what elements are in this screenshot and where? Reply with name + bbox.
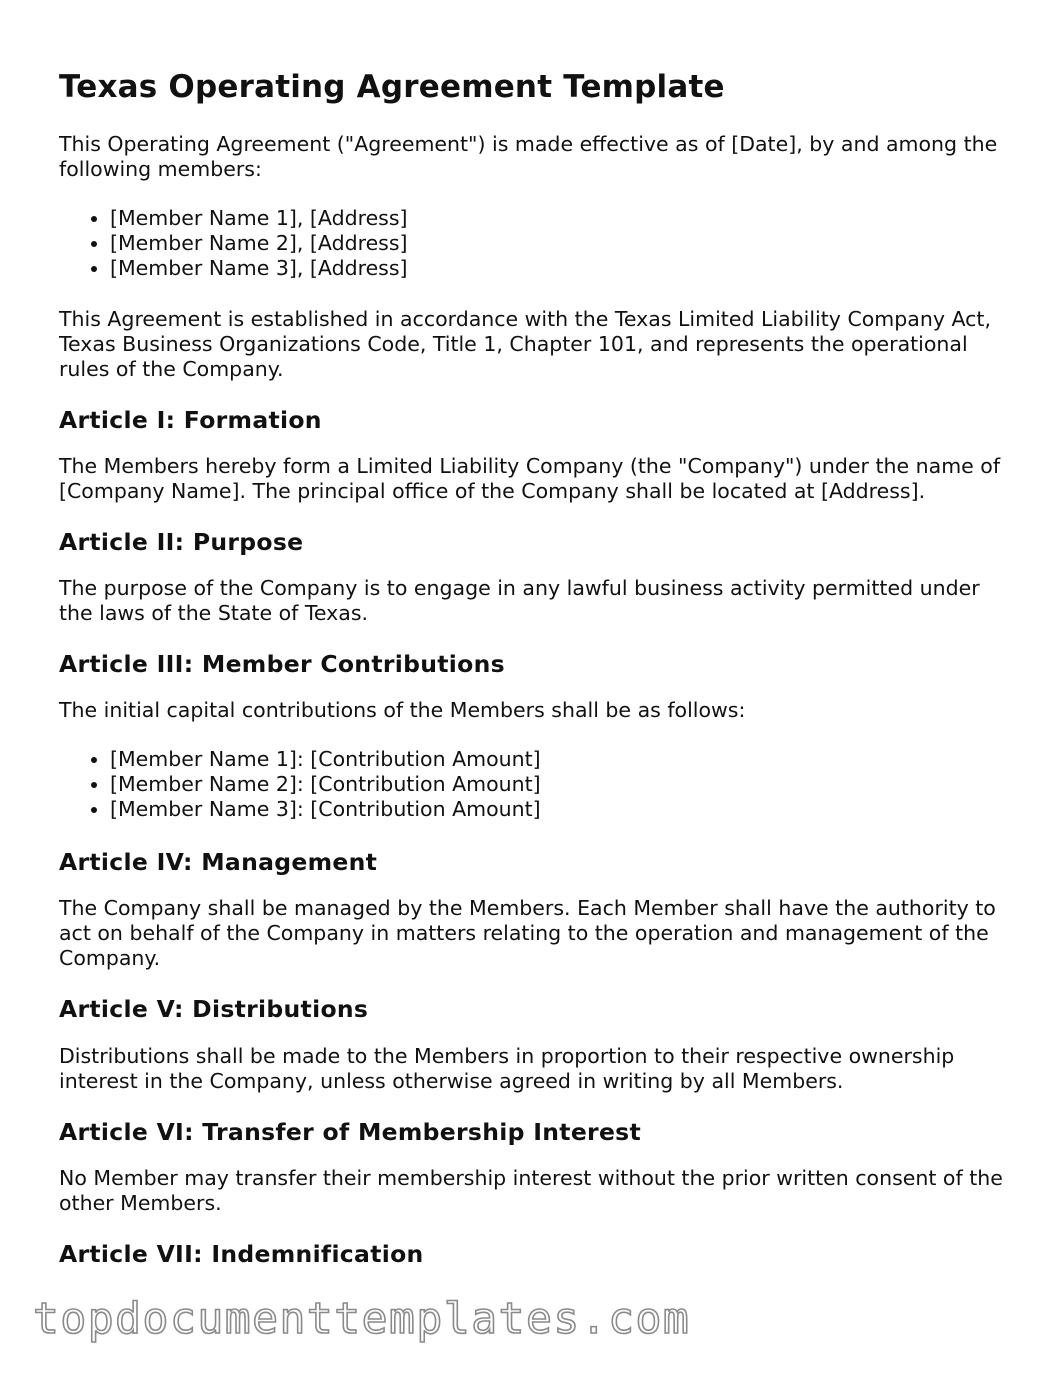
article-member-contributions — [59, 650, 1009, 822]
article-indemnification — [59, 1240, 1009, 1268]
intro-paragraph: This Operating Agreement ("Agreement") is made effective as of [Date], by and among the following members: — [59, 131, 998, 181]
article-heading: Article II: Purpose — [59, 527, 304, 556]
list-item: • [Member Name 2]: [Contribution Amount] — [110, 772, 1009, 797]
list-item: • [Member Name 1], [Address] — [110, 206, 1009, 231]
article-text: The initial capital contributions of the Members shall be as follows: — [59, 698, 746, 723]
article-transfer — [59, 1118, 1009, 1216]
members-list — [59, 206, 1009, 281]
document-title: Texas Operating Agreement Template — [59, 69, 725, 105]
article-heading: Article V: Distributions — [59, 995, 369, 1024]
list-item: • [Member Name 1]: [Contribution Amount] — [110, 747, 1009, 772]
article-text: The purpose of the Company is to engage in any lawful business activity permitted under the laws of the State of Texas. — [59, 576, 980, 626]
article-formation — [59, 406, 1009, 504]
article-management — [59, 848, 1009, 971]
watermark-text: topdocumenttemplates.com — [33, 1294, 691, 1344]
article-text: Distributions shall be made to the Members in proportion to their respective ownership interest in the Company, unless otherwise agreed in writing by all Members. — [59, 1043, 955, 1093]
article-text: The Members hereby form a Limited Liability Company (the "Company") under the name of [Company Name]. The principal office of the Company shall be located at [Address]. — [59, 453, 1001, 503]
list-item: • [Member Name 3], [Address] — [110, 256, 1009, 281]
contributions-list — [59, 747, 1009, 822]
basis-paragraph: This Agreement is established in accordance with the Texas Limited Liability Company Act, Texas Business Organizations Code, Title 1, Chapter 101, and represents the operational rules of the Company. — [59, 306, 991, 381]
article-purpose — [59, 528, 1009, 626]
article-heading: Article VI: Transfer of Membership Interest — [59, 1117, 642, 1146]
document-page — [59, 70, 1009, 1288]
article-text: No Member may transfer their membership interest without the prior written consent of the other Members. — [59, 1165, 1003, 1215]
article-heading: Article IV: Management — [59, 848, 378, 877]
list-item: • [Member Name 2], [Address] — [110, 231, 1009, 256]
article-distributions — [59, 995, 1009, 1093]
article-text: The Company shall be managed by the Members. Each Member shall have the authority to act on behalf of the Company in matters relating to the operation and management of the Company. — [59, 896, 996, 971]
article-heading: Article I: Formation — [59, 405, 322, 434]
list-item: • [Member Name 3]: [Contribution Amount] — [110, 797, 1009, 822]
article-heading: Article III: Member Contributions — [59, 650, 505, 679]
article-heading: Article VII: Indemnification — [59, 1239, 424, 1268]
